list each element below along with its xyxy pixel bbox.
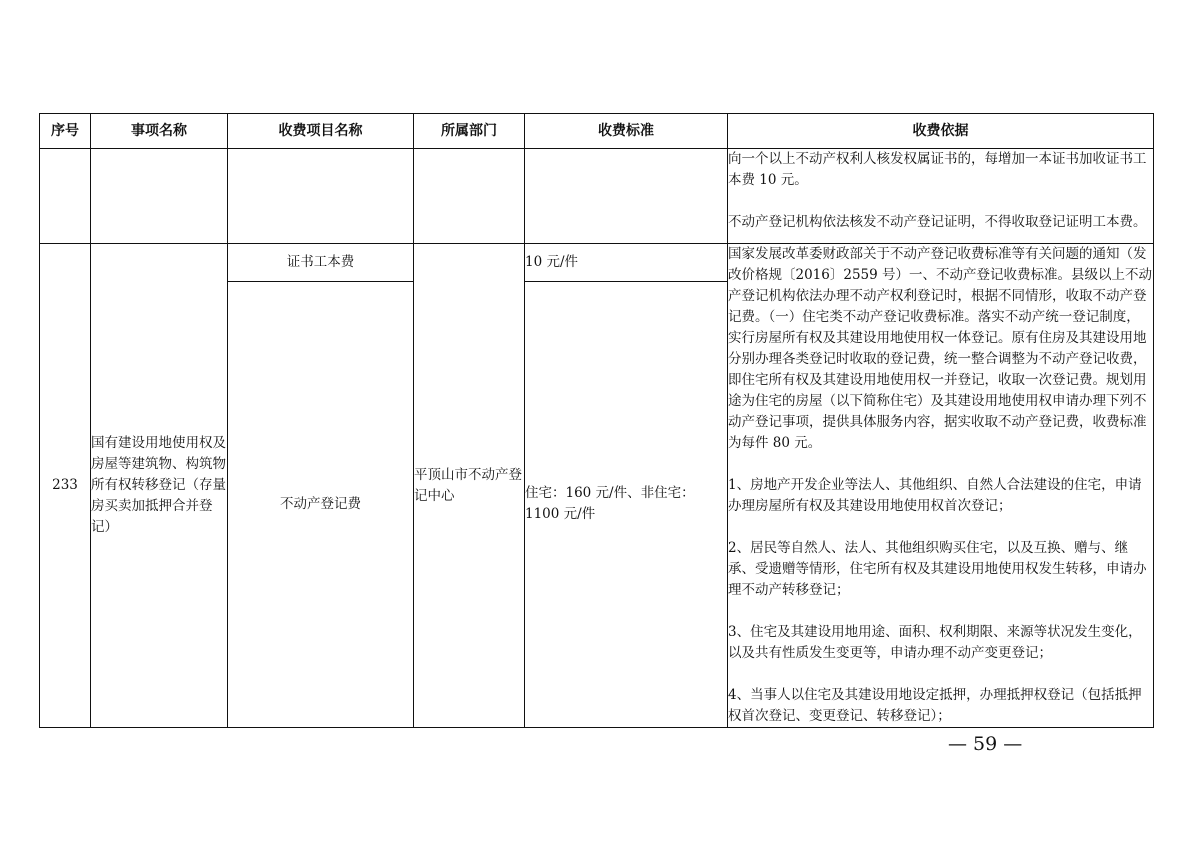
fee-standard: 10 元/件: [525, 244, 728, 282]
empty-cell: [91, 149, 228, 244]
empty-cell: [228, 149, 414, 244]
table-row-continued: [40, 149, 1154, 244]
basis-paragraph: 向一个以上不动产权利人核发权属证书的，每增加一本证书加收证书工本费 10 元。: [728, 151, 1147, 188]
basis-paragraph: 1、房地产开发企业等法人、其他组织、自然人合法建设的住宅，申请办理房屋所有权及其建设用地使用权首次登记；: [728, 477, 1142, 514]
table-row: [40, 244, 1154, 282]
basis-cell-continued: [728, 149, 1154, 244]
header-number: 序号: [40, 114, 91, 149]
empty-cell: [414, 149, 525, 244]
basis-cell: [728, 244, 1154, 728]
basis-paragraph: 2、居民等自然人、法人、其他组织购买住宅，以及互换、赠与、继承、受遗赠等情形，住宅所有权及其建设用地使用权发生转移，申请办理不动产转移登记；: [728, 540, 1147, 598]
header-standard: 收费标准: [525, 114, 728, 149]
fee-standard: 住宅：160 元/件、非住宅：1100 元/件: [525, 281, 728, 727]
department: 平顶山市不动产登记中心: [414, 244, 525, 728]
header-fee-name: 收费项目名称: [228, 114, 414, 149]
header-row: [40, 114, 1154, 149]
basis-paragraph: 不动产登记机构依法核发不动产登记证明，不得收取登记证明工本费。: [728, 214, 1147, 230]
row-number: 233: [40, 244, 91, 728]
empty-cell: [40, 149, 91, 244]
basis-paragraph: 国家发展改革委财政部关于不动产登记收费标准等有关问题的通知（发改价格规〔2016〕2559 号）一、不动产登记收费标准。县级以上不动产登记机构依法办理不动产权利登记时，根据不同情形，收取不动产登记费。（一）住宅类不动产登记收费标准。落实不动产统一登记制度，实行房屋所有权及其建设用地使用权一体登记。原有住房及其建设用地分别办理各类登记时收取的登记费，统一整合调整为不动产登记收费，即住宅所有权及其建设用地使用权一并登记，收取一次登记费。规划用途为住宅的房屋（以下简称住宅）及其建设用地使用权申请办理下列不动产登记事项，提供具体服务内容，据实收取不动产登记费，收费标准为每件 80 元。: [728, 246, 1153, 451]
empty-cell: [525, 149, 728, 244]
header-item-name: 事项名称: [91, 114, 228, 149]
basis-paragraph: 4、当事人以住宅及其建设用地设定抵押，办理抵押权登记（包括抵押权首次登记、变更登记、转移登记）；: [728, 687, 1142, 724]
fee-name: 证书工本费: [228, 244, 414, 282]
header-basis: 收费依据: [728, 114, 1154, 149]
fee-name: 不动产登记费: [228, 281, 414, 727]
header-department: 所属部门: [414, 114, 525, 149]
fee-table: [39, 113, 1154, 728]
page-number: — 59 —: [948, 733, 1023, 755]
item-name: 国有建设用地使用权及房屋等建筑物、构筑物所有权转移登记（存量房买卖加抵押合并登记）: [91, 244, 228, 728]
basis-paragraph: 3、住宅及其建设用地用途、面积、权利期限、来源等状况发生变化，以及共有性质发生变更等，申请办理不动产变更登记；: [728, 624, 1142, 661]
